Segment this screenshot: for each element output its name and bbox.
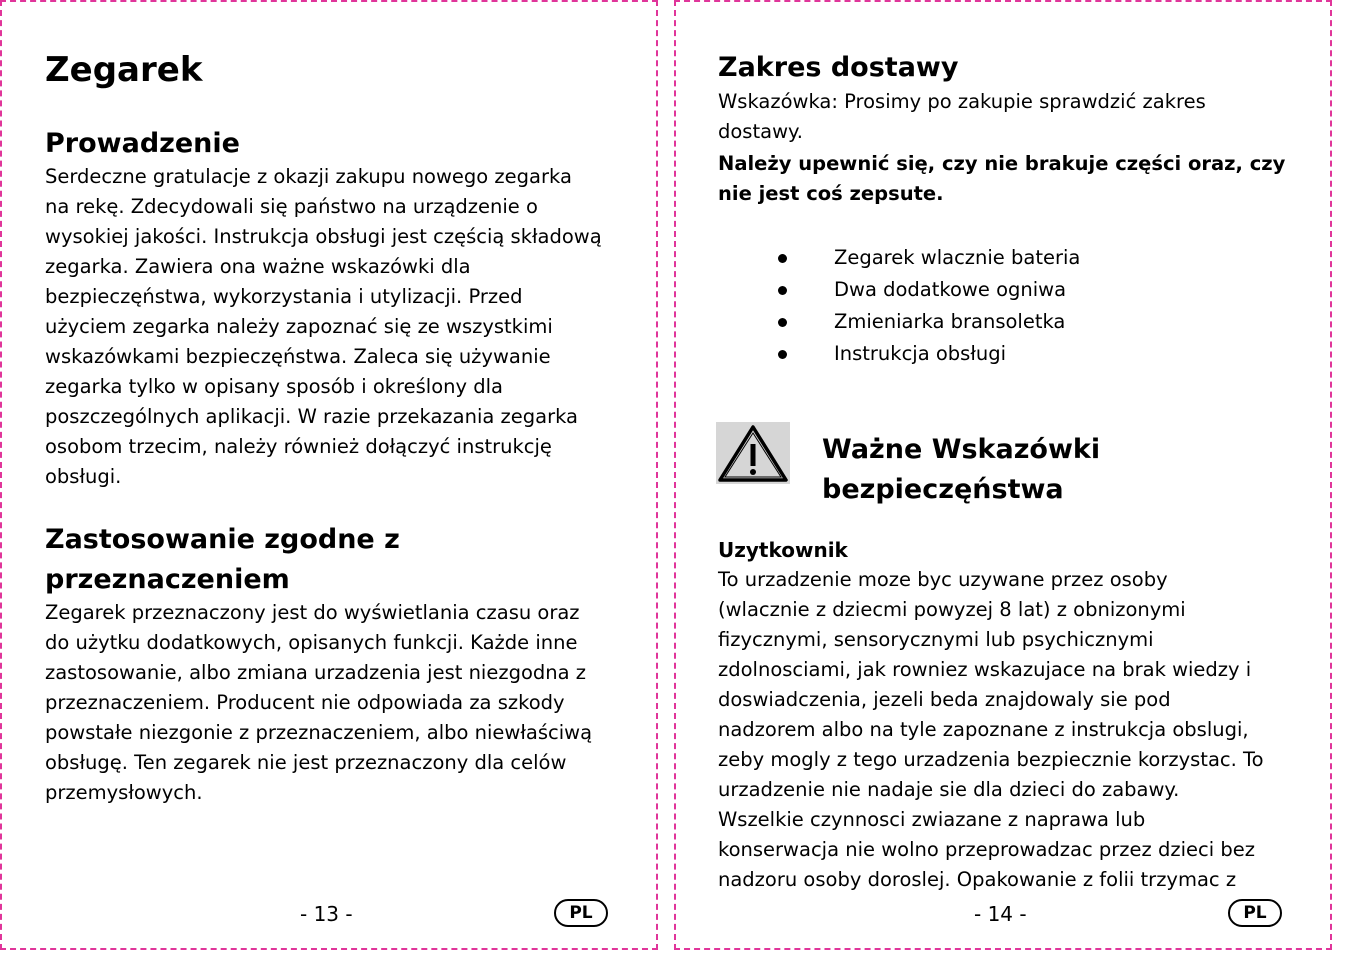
list-item (778, 274, 1080, 306)
list-item (778, 242, 1080, 274)
language-badge: PL (554, 899, 608, 927)
page-title: Zegarek (45, 50, 203, 90)
page-number: - 13 - (300, 902, 353, 926)
delivery-check: Należy upewnić się, czy nie brakuje części oraz, czy nie jest coś zepsute. (718, 152, 1286, 205)
bullet-icon (778, 350, 787, 359)
usage-text: Zegarek przeznaczony jest do wyświetlania czasu oraz do użytku dodatkowych, opisanych funkcji. Każde inne zastosowanie, albo zmiana urzadzenia jest niezgodna z przeznaczeniem. Producent nie odpowiada za szkody powstałe niezgonie z przeznaczeniem, albo niewłaściwą obsługę. Ten zegarek nie jest przeznaczony dla celów przemysłowych. (45, 601, 593, 804)
safety-heading-line1: Ważne Wskazówki (822, 434, 1101, 465)
delivery-heading: Zakres dostawy (718, 52, 959, 83)
bullet-icon (778, 254, 787, 263)
safety-heading-line2: bezpieczęństwa (822, 474, 1064, 505)
user-heading: Uzytkownik (718, 538, 848, 562)
usage-heading-line1: Zastosowanie zgodne z (45, 524, 400, 555)
usage-heading-line2: przeznaczeniem (45, 564, 290, 595)
bullet-icon (778, 286, 787, 295)
list-item (778, 338, 1080, 370)
delivery-note: Wskazówka: Prosimy po zakupie sprawdzić zakres dostawy. (718, 90, 1206, 143)
delivery-list (778, 242, 1080, 370)
list-item-label: Dwa dodatkowe ogniwa (834, 278, 1067, 301)
warning-triangle-icon (716, 422, 790, 484)
language-badge: PL (1228, 899, 1282, 927)
list-item (778, 306, 1080, 338)
right-page (674, 0, 1332, 950)
page-number: - 14 - (974, 902, 1027, 926)
intro-text: Serdeczne gratulacje z okazji zakupu nowego zegarka na rekę. Zdecydowali się państwo na urządzenie o wysokiej jakości. Instrukcja obsługi jest częścią składową zegarka. Zawiera ona ważne wskazówki dla bezpieczęństwa, wykorzystania i utylizacji. Przed użyciem zegarka należy zapoznać się ze wszystkimi wskazówkami bezpieczęństwa. Zaleca się używanie zegarka tylko w opisany sposób i określony dla poszczególnych aplikacji. W razie przekazania zegarka osobom trzecim, należy również dołączyć instrukcję obsługi. (45, 165, 602, 488)
list-item-label: Zegarek wlacznie bateria (834, 246, 1081, 269)
left-page (0, 0, 658, 950)
intro-heading: Prowadzenie (45, 128, 240, 159)
list-item-label: Zmieniarka bransoletka (834, 310, 1066, 333)
bullet-icon (778, 318, 787, 327)
list-item-label: Instrukcja obsługi (834, 342, 1007, 365)
user-text: To urzadzenie moze byc uzywane przez osoby (wlacznie z dziecmi powyzej 8 lat) z obnizonymi fizycznymi, sensorycznymi lub psychicznymi zdolnosciami, jak rowniez wskazujace na brak wiedzy i doswiadczenia, jezeli beda znajdowaly sie pod nadzorem albo na tyle zapoznane z instrukcja obslugi, zeby mogly z tego urzadzenia bezpiecznie korzystac. To urzadzenie nie nadaje sie dla dzieci do zabawy. Wszelkie czynnosci zwiazane z naprawa lub konserwacja nie wolno przeprowadzac przez dzieci bez nadzoru osoby doroslej. Opakowanie z folii trzymac z (718, 568, 1264, 891)
